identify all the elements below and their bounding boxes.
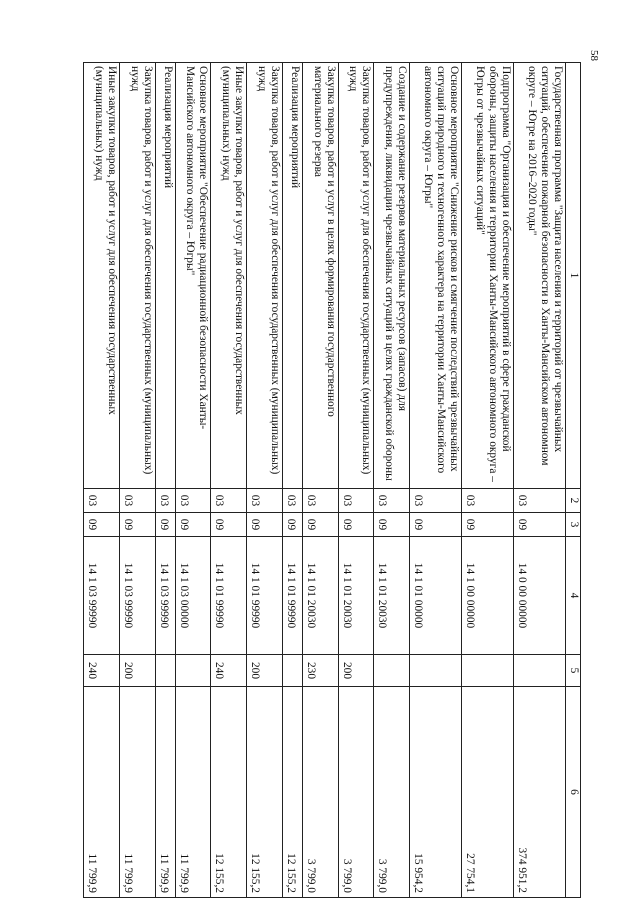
row-c4-cell: 14 1 00 00000 — [462, 537, 514, 655]
row-c5-cell: 200 — [338, 655, 374, 687]
row-description: Подпрограмма "Организация и обеспечение мероприятий в сфере гражданской обороны, защиты населения и территории Ханты-Мансийского автономного округа – Югры от чрезвычайных ситуаций" — [462, 63, 514, 489]
budget-table — [83, 62, 581, 898]
row-description: Основное мероприятие "Обеспечение радиационной безопасности Ханты-Мансийского автономного округа – Югры" — [175, 63, 211, 489]
row-c2-cell: 03 — [374, 489, 410, 513]
row-c6-cell: 12 155,2 — [283, 687, 303, 898]
row-c2-cell: 03 — [84, 489, 120, 513]
row-description: Реализация мероприятий — [283, 63, 303, 489]
row-c3-cell: 09 — [410, 513, 462, 537]
row-c3-cell: 09 — [283, 513, 303, 537]
row-c2-cell: 03 — [247, 489, 283, 513]
row-c2-cell: 03 — [514, 489, 566, 513]
row-c3-cell: 09 — [462, 513, 514, 537]
row-c3-cell: 09 — [175, 513, 211, 537]
row-c4-cell: 14 1 01 99990 — [211, 537, 247, 655]
row-c4-cell: 14 1 03 99990 — [155, 537, 175, 655]
row-description: Закупка товаров, работ и услуг для обеспечения государственных (муниципальных) нужд — [247, 63, 283, 489]
row-c4-cell: 14 1 03 00000 — [175, 537, 211, 655]
row-c5-cell — [374, 655, 410, 687]
header-cell-2: 2 — [566, 489, 581, 513]
header-cell-4: 4 — [566, 537, 581, 655]
row-c4-cell: 14 1 01 00000 — [410, 537, 462, 655]
header-cell-3: 3 — [566, 513, 581, 537]
row-c5-cell — [155, 655, 175, 687]
row-description: Иные закупки товаров, работ и услуг для обеспечения государственных (муниципальных) нужд — [211, 63, 247, 489]
row-c5-cell: 230 — [302, 655, 338, 687]
row-description: Закупка товаров, работ и услуг для обеспечения государственных (муниципальных) нужд — [338, 63, 374, 489]
row-description: Закупка товаров, работ и услуг для обеспечения государственных (муниципальных) нужд — [119, 63, 155, 489]
row-c2-cell: 03 — [283, 489, 303, 513]
row-c3-cell: 09 — [84, 513, 120, 537]
row-description: Реализация мероприятий — [155, 63, 175, 489]
row-c4-cell: 14 1 03 99990 — [119, 537, 155, 655]
row-description: Основное мероприятие "Снижение рисков и смягчение последствий чрезвычайных ситуаций природного и техногенного характера на территории Ханты-Мансийского автономного округа – Югры" — [410, 63, 462, 489]
row-c3-cell: 09 — [211, 513, 247, 537]
row-c2-cell: 03 — [119, 489, 155, 513]
row-c2-cell: 03 — [302, 489, 338, 513]
row-c4-cell: 14 1 01 20030 — [338, 537, 374, 655]
row-c5-cell: 240 — [84, 655, 120, 687]
row-c5-cell — [462, 655, 514, 687]
table-row — [410, 63, 462, 898]
row-c6-cell: 27 754,1 — [462, 687, 514, 898]
row-c6-cell: 15 954,2 — [410, 687, 462, 898]
row-c4-cell: 14 1 01 20030 — [374, 537, 410, 655]
row-c6-cell: 11 799,9 — [119, 687, 155, 898]
row-c5-cell — [410, 655, 462, 687]
table-row — [283, 63, 303, 898]
row-c6-cell: 11 799,9 — [175, 687, 211, 898]
row-c4-cell: 14 0 00 00000 — [514, 537, 566, 655]
row-c2-cell: 03 — [410, 489, 462, 513]
row-c6-cell: 3 799,0 — [338, 687, 374, 898]
row-c3-cell: 09 — [514, 513, 566, 537]
table-row — [514, 63, 566, 898]
row-c6-cell: 374 951,2 — [514, 687, 566, 898]
row-c3-cell: 09 — [374, 513, 410, 537]
table-row — [211, 63, 247, 898]
row-c2-cell: 03 — [462, 489, 514, 513]
row-c5-cell — [514, 655, 566, 687]
row-c3-cell: 09 — [338, 513, 374, 537]
table-row — [374, 63, 410, 898]
table-row — [462, 63, 514, 898]
row-c5-cell — [175, 655, 211, 687]
row-c3-cell: 09 — [247, 513, 283, 537]
table-row — [175, 63, 211, 898]
row-c4-cell: 14 1 03 99990 — [84, 537, 120, 655]
row-c6-cell: 11 799,9 — [84, 687, 120, 898]
page-number: 58 — [588, 50, 600, 61]
table-body — [84, 63, 566, 898]
row-c3-cell: 09 — [302, 513, 338, 537]
row-c3-cell: 09 — [155, 513, 175, 537]
row-c2-cell: 03 — [338, 489, 374, 513]
row-c3-cell: 09 — [119, 513, 155, 537]
row-description: Закупка товаров, работ и услуг в целях формирования государственного материального резерва — [302, 63, 338, 489]
row-c5-cell: 200 — [119, 655, 155, 687]
rotated-table-container — [83, 62, 581, 897]
table-row — [155, 63, 175, 898]
table-row — [84, 63, 120, 898]
row-description: Иные закупки товаров, работ и услуг для обеспечения государственных (муниципальных) нужд — [84, 63, 120, 489]
row-c4-cell: 14 1 01 20030 — [302, 537, 338, 655]
row-description: Создание и содержание резервов материальных ресурсов (запасов) для предупреждения, ликвидации чрезвычайных ситуаций в целях гражданской обороны — [374, 63, 410, 489]
row-c2-cell: 03 — [211, 489, 247, 513]
header-cell-1: 1 — [566, 63, 581, 489]
row-c6-cell: 3 799,0 — [374, 687, 410, 898]
table-row — [302, 63, 338, 898]
row-c5-cell: 200 — [247, 655, 283, 687]
row-c6-cell: 12 155,2 — [247, 687, 283, 898]
row-c5-cell — [283, 655, 303, 687]
row-description: Государственная программа "Защита населения и территорий от чрезвычайных ситуаций, обеспечение пожарной безопасности в Ханты-Мансийском автономном округе – Югре на 2016–2020 годы" — [514, 63, 566, 489]
header-row — [566, 63, 581, 898]
row-c6-cell: 3 799,0 — [302, 687, 338, 898]
header-cell-6: 6 — [566, 687, 581, 898]
row-c5-cell: 240 — [211, 655, 247, 687]
table-row — [119, 63, 155, 898]
row-c2-cell: 03 — [175, 489, 211, 513]
table-row — [338, 63, 374, 898]
header-cell-5: 5 — [566, 655, 581, 687]
row-c4-cell: 14 1 01 99990 — [283, 537, 303, 655]
row-c4-cell: 14 1 01 99990 — [247, 537, 283, 655]
row-c2-cell: 03 — [155, 489, 175, 513]
table-row — [247, 63, 283, 898]
row-c6-cell: 12 155,2 — [211, 687, 247, 898]
row-c6-cell: 11 799,9 — [155, 687, 175, 898]
